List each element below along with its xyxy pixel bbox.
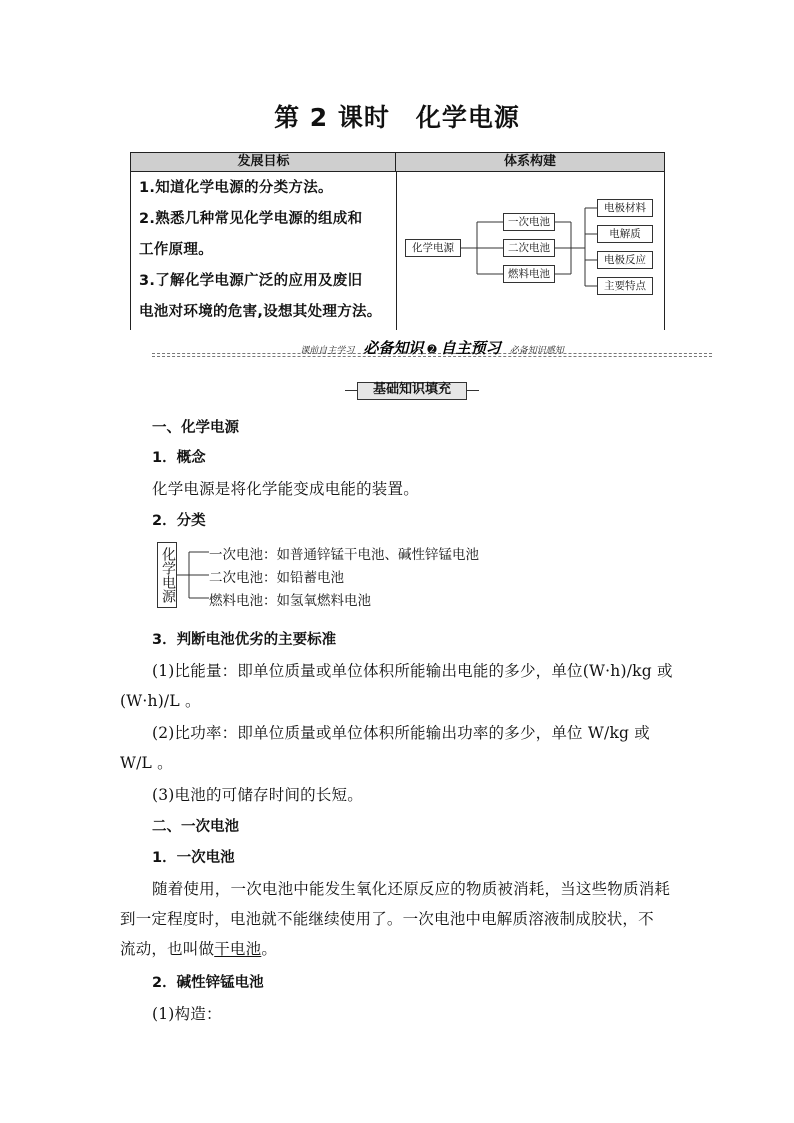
- goal-line: 3.了解化学电源广泛的应用及废旧: [139, 273, 363, 289]
- heading-chemical-power: 一、化学电源: [152, 420, 239, 436]
- banner-main-left: 必备知识: [363, 339, 424, 357]
- goal-line: 1.知道化学电源的分类方法。: [139, 180, 333, 196]
- paragraph-line: [120, 937, 277, 959]
- goal-line: 2.熟悉几种常见化学电源的组成和: [139, 211, 363, 227]
- diagram-node-features: 主要特点: [597, 277, 653, 295]
- diagram-node-fuel: 燃料电池: [503, 265, 555, 283]
- banner-main-right: 自主预习: [440, 339, 501, 357]
- goals-table: [130, 152, 665, 330]
- classification-item: 燃料电池：如氢氧燃料电池: [209, 593, 371, 609]
- diagram-node-primary: 一次电池: [503, 213, 555, 231]
- subheading-concept: 1．概念: [152, 450, 206, 466]
- diagram-node-secondary: 二次电池: [503, 239, 555, 257]
- diagram-node-electrode-reaction: 电极反应: [597, 251, 653, 269]
- classification-item: 二次电池：如铅蓄电池: [209, 570, 344, 586]
- goals-cell: [130, 172, 397, 330]
- paragraph-fragment: 流动，也叫做: [120, 940, 215, 958]
- classification-bracket: [177, 542, 211, 608]
- criteria-line: (1)比能量：即单位质量或单位体积所能输出电能的多少，单位(W·h)/kg 或: [152, 662, 673, 680]
- section-tag-label: 基础知识填充: [357, 382, 467, 400]
- subheading-primary-battery: 1．一次电池: [152, 850, 235, 866]
- criteria-line: (2)比功率：即单位质量或单位体积所能输出功率的多少，单位 W/kg 或: [152, 724, 650, 742]
- section-tag: [345, 382, 479, 400]
- banner-arrow-icon: ➋: [427, 343, 437, 356]
- goal-line: 电池对环境的危害,设想其处理方法。: [139, 304, 382, 320]
- criteria-line: (W·h)/L 。: [120, 692, 201, 710]
- goal-line: 工作原理。: [139, 242, 213, 258]
- subheading-classification: 2．分类: [152, 513, 206, 529]
- page-title: 第 2 课时 化学电源: [274, 103, 520, 132]
- banner-left-text: 课前自主学习: [300, 346, 355, 356]
- structure-cell: [395, 172, 665, 330]
- diagram-node-electrolyte: 电解质: [597, 225, 653, 243]
- dry-cell-term: 干电池: [214, 940, 262, 958]
- banner-right-text: 必备知识感知: [509, 346, 564, 356]
- section-banner: [152, 336, 712, 360]
- goals-header: 发展目标: [130, 152, 397, 172]
- structure-line: (1)构造：: [152, 1005, 222, 1023]
- paragraph-line: 到一定程度时，电池就不能继续使用了。一次电池中电解质溶液制成胶状，不: [120, 910, 654, 928]
- heading-primary-battery: 二、一次电池: [152, 819, 239, 835]
- criteria-line: (3)电池的可储存时间的长短。: [152, 786, 363, 804]
- structure-header: 体系构建: [395, 152, 665, 172]
- paragraph-line: 随着使用，一次电池中能发生氧化还原反应的物质被消耗，当这些物质消耗: [152, 880, 671, 898]
- paragraph-fragment: 。: [261, 940, 278, 958]
- diagram-node-electrode-material: 电极材料: [597, 199, 653, 217]
- criteria-line: W/L 。: [120, 754, 173, 772]
- subheading-alkaline-battery: 2．碱性锌锰电池: [152, 975, 264, 991]
- diagram-root-node: 化学电源: [405, 239, 461, 257]
- classification-item: 一次电池：如普通锌锰干电池、碱性锌锰电池: [209, 547, 479, 563]
- subheading-criteria: 3．判断电池优劣的主要标准: [152, 632, 337, 648]
- concept-text: 化学电源是将化学能变成电能的装置。: [152, 480, 419, 498]
- classification-label: 化学电源: [157, 542, 177, 608]
